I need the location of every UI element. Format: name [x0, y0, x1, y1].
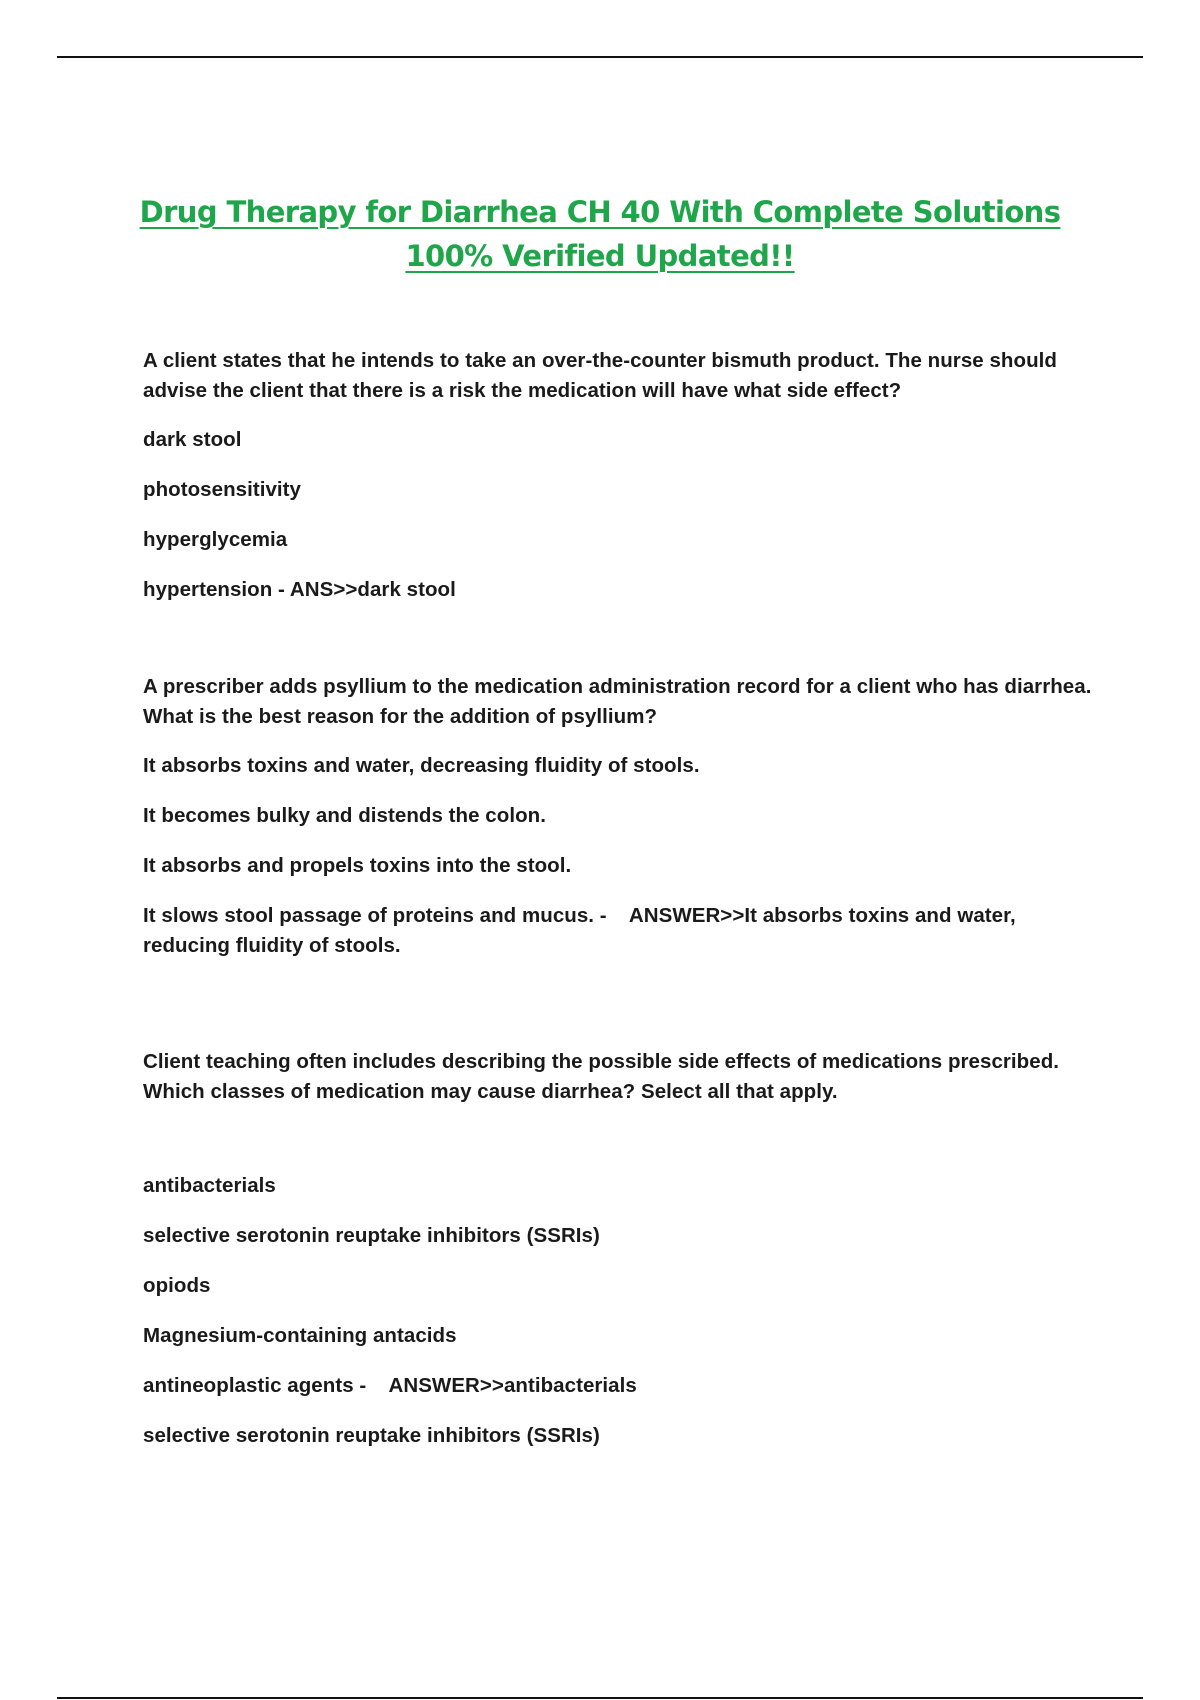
document-body — [143, 346, 1103, 1471]
document-title — [100, 190, 1100, 278]
answer-option: It slows stool passage of proteins and mucus. - ANSWER>>It absorbs toxins and water, reducing fluidity of stools. — [143, 904, 1022, 957]
answer-option: photosensitivity — [143, 478, 301, 501]
answer-option: hypertension - ANS>>dark stool — [143, 578, 456, 601]
answer-option: It absorbs toxins and water, decreasing fluidity of stools. — [143, 754, 700, 777]
bottom-rule — [57, 1697, 1143, 1699]
question-text: A prescriber adds psyllium to the medication administration record for a client who has diarrhea. What is the best reason for the addition of psyllium? — [143, 675, 1098, 728]
answer-option: hyperglycemia — [143, 528, 288, 551]
title-line-1: Drug Therapy for Diarrhea CH 40 With Complete Solutions — [139, 195, 1061, 229]
answer-option: opiods — [143, 1274, 211, 1297]
answer-option: antineoplastic agents - ANSWER>>antibacterials — [143, 1374, 637, 1397]
answer-option: dark stool — [143, 428, 242, 451]
answer-option: antibacterials — [143, 1174, 276, 1197]
spacer — [143, 1126, 1103, 1171]
question-block-3 — [143, 1047, 1103, 1451]
answer-option: Magnesium-containing antacids — [143, 1324, 457, 1347]
spacer — [143, 981, 1103, 1047]
answer-option: It absorbs and propels toxins into the stool. — [143, 854, 572, 877]
answer-option: It becomes bulky and distends the colon. — [143, 804, 546, 827]
question-block-1 — [143, 346, 1103, 605]
answer-option: selective serotonin reuptake inhibitors (SSRIs) — [143, 1424, 600, 1447]
top-rule — [57, 56, 1143, 58]
title-line-2: 100% Verified Updated!! — [405, 239, 795, 273]
question-block-2 — [143, 672, 1103, 961]
spacer — [143, 625, 1103, 672]
question-text: A client states that he intends to take an over-the-counter bismuth product. The nurse should advise the client that there is a risk the medication will have what side effect? — [143, 349, 1063, 402]
question-text: Client teaching often includes describing the possible side effects of medications prescribed. Which classes of medication may cause diarrhea? Select all that apply. — [143, 1050, 1065, 1103]
answer-option: selective serotonin reuptake inhibitors (SSRIs) — [143, 1224, 600, 1247]
